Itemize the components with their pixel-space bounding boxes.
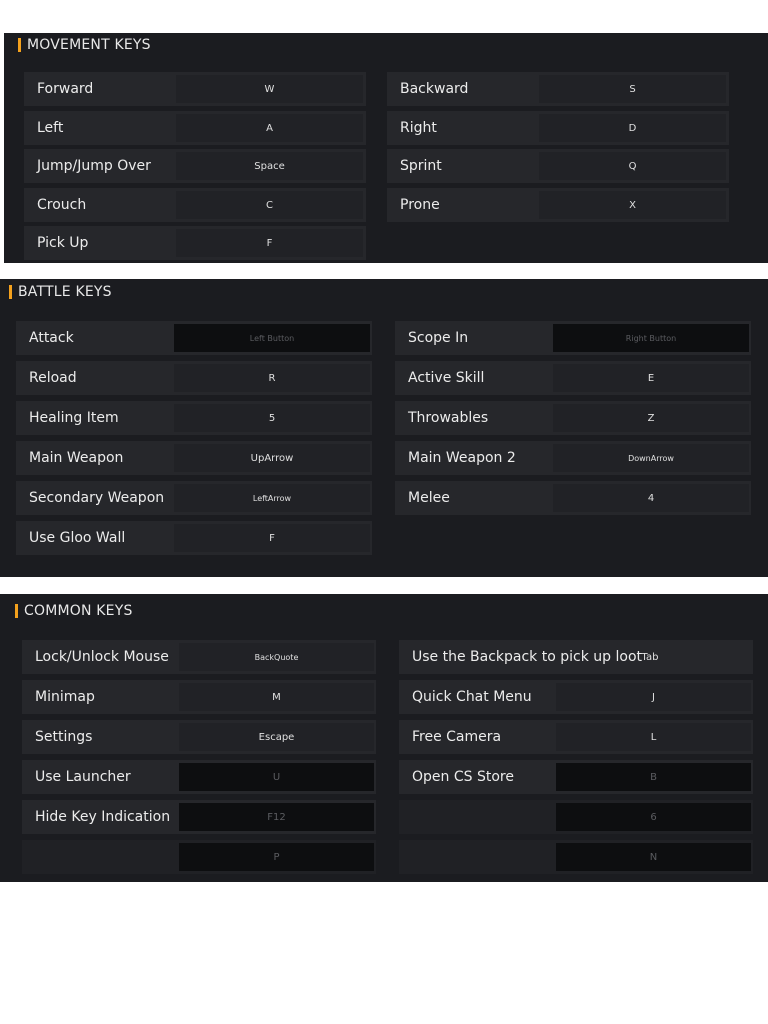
key-action-label: Backward <box>400 81 469 97</box>
key-row-reload[interactable] <box>16 361 372 395</box>
key-row-settings[interactable] <box>22 720 376 754</box>
key-binding-slot[interactable]: X <box>539 191 726 219</box>
key-binding-slot[interactable]: U <box>179 763 374 791</box>
key-row-free-camera[interactable] <box>399 720 753 754</box>
key-action-label: Sprint <box>400 158 442 174</box>
key-action-label: Forward <box>37 81 94 97</box>
key-row-right[interactable] <box>387 111 729 145</box>
key-row-scope-in[interactable] <box>395 321 751 355</box>
key-row-active-skill[interactable] <box>395 361 751 395</box>
key-binding-slot[interactable]: S <box>539 75 726 103</box>
key-binding-slot[interactable]: BackQuote <box>179 643 374 671</box>
key-action-label: Settings <box>35 729 93 745</box>
key-binding-slot[interactable]: B <box>556 763 751 791</box>
section-accent-bar <box>15 604 18 618</box>
key-action-label: Right <box>400 120 437 136</box>
movement-keys-panel <box>4 33 768 263</box>
key-row-sprint[interactable] <box>387 149 729 183</box>
key-binding-slot[interactable]: R <box>174 364 370 392</box>
key-binding-slot[interactable]: 6 <box>556 803 751 831</box>
common-keys-header <box>15 603 133 619</box>
movement-keys-header <box>18 37 151 53</box>
key-binding-slot[interactable]: C <box>176 191 363 219</box>
key-binding-slot[interactable]: W <box>176 75 363 103</box>
key-row-unnamed-n[interactable] <box>399 840 753 874</box>
key-binding-slot[interactable]: Right Button <box>553 324 749 352</box>
key-binding-slot[interactable]: F <box>176 229 363 257</box>
key-row-forward[interactable] <box>24 72 366 106</box>
key-action-label: Use Gloo Wall <box>29 530 126 546</box>
key-row-backward[interactable] <box>387 72 729 106</box>
key-binding-slot[interactable]: M <box>179 683 374 711</box>
key-binding-slot[interactable]: LeftArrow <box>174 484 370 512</box>
key-action-label: Open CS Store <box>412 769 514 785</box>
key-binding-slot[interactable]: D <box>539 114 726 142</box>
key-row-attack[interactable] <box>16 321 372 355</box>
key-row-lock-unlock-mouse[interactable] <box>22 640 376 674</box>
key-row-healing-item[interactable] <box>16 401 372 435</box>
key-action-label: Main Weapon 2 <box>408 450 516 466</box>
key-binding-slot[interactable]: Z <box>553 404 749 432</box>
key-row-quick-chat-menu[interactable] <box>399 680 753 714</box>
key-row-hide-key-indication[interactable] <box>22 800 376 834</box>
section-accent-bar <box>9 285 12 299</box>
key-action-label: Use the Backpack to pick up loot <box>412 649 642 665</box>
key-binding-slot[interactable]: UpArrow <box>174 444 370 472</box>
key-row-pick-up[interactable] <box>24 226 366 260</box>
key-row-open-cs-store[interactable] <box>399 760 753 794</box>
key-row-throwables[interactable] <box>395 401 751 435</box>
key-binding-slot[interactable]: Left Button <box>174 324 370 352</box>
section-title: BATTLE KEYS <box>18 284 112 300</box>
key-action-label: Left <box>37 120 64 136</box>
key-row-use-launcher[interactable] <box>22 760 376 794</box>
key-action-label: Melee <box>408 490 450 506</box>
key-action-label: Active Skill <box>408 370 485 386</box>
key-action-label: Throwables <box>408 410 489 426</box>
key-action-label: Jump/Jump Over <box>37 158 151 174</box>
key-binding-slot[interactable]: 5 <box>174 404 370 432</box>
key-row-prone[interactable] <box>387 188 729 222</box>
key-binding-slot[interactable]: F12 <box>179 803 374 831</box>
key-row-use-backpack[interactable] <box>399 640 753 674</box>
key-action-label: Crouch <box>37 197 87 213</box>
key-binding-slot[interactable]: L <box>556 723 751 751</box>
key-action-label: Minimap <box>35 689 95 705</box>
key-row-minimap[interactable] <box>22 680 376 714</box>
key-row-main-weapon-2[interactable] <box>395 441 751 475</box>
battle-keys-panel <box>0 279 768 577</box>
key-action-label: Scope In <box>408 330 469 346</box>
section-accent-bar <box>18 38 21 52</box>
key-action-label: Hide Key Indication <box>35 809 171 825</box>
key-binding-slot[interactable]: P <box>179 843 374 871</box>
key-binding-slot[interactable]: Space <box>176 152 363 180</box>
key-binding-slot[interactable]: F <box>174 524 370 552</box>
key-binding-slot[interactable]: 4 <box>553 484 749 512</box>
key-row-main-weapon[interactable] <box>16 441 372 475</box>
key-row-crouch[interactable] <box>24 188 366 222</box>
key-binding-slot[interactable]: Tab <box>641 651 659 663</box>
common-keys-panel <box>0 594 768 882</box>
key-action-label: Reload <box>29 370 77 386</box>
key-row-left[interactable] <box>24 111 366 145</box>
key-binding-slot[interactable]: Escape <box>179 723 374 751</box>
battle-keys-header <box>9 284 112 300</box>
key-row-melee[interactable] <box>395 481 751 515</box>
key-row-secondary-weapon[interactable] <box>16 481 372 515</box>
key-binding-slot[interactable]: Q <box>539 152 726 180</box>
key-action-label: Secondary Weapon <box>29 490 165 506</box>
key-action-label: Free Camera <box>412 729 502 745</box>
key-row-unnamed-6[interactable] <box>399 800 753 834</box>
key-action-label <box>399 840 412 874</box>
key-action-label: Pick Up <box>37 235 89 251</box>
key-row-jump[interactable] <box>24 149 366 183</box>
section-title: COMMON KEYS <box>24 603 133 619</box>
section-title: MOVEMENT KEYS <box>27 37 151 53</box>
key-action-label: Lock/Unlock Mouse <box>35 649 169 665</box>
key-action-label: Main Weapon <box>29 450 124 466</box>
key-binding-slot[interactable]: A <box>176 114 363 142</box>
key-binding-slot[interactable]: E <box>553 364 749 392</box>
key-binding-slot[interactable]: DownArrow <box>553 444 749 472</box>
key-action-label: Quick Chat Menu <box>412 689 532 705</box>
key-binding-slot[interactable]: N <box>556 843 751 871</box>
key-action-label: Prone <box>400 197 440 213</box>
key-binding-slot[interactable]: J <box>556 683 751 711</box>
key-action-label: Attack <box>29 330 74 346</box>
key-action-label <box>22 840 35 874</box>
key-action-label <box>399 800 412 834</box>
key-row-unnamed-p[interactable] <box>22 840 376 874</box>
key-row-use-gloo-wall[interactable] <box>16 521 372 555</box>
key-action-label: Use Launcher <box>35 769 131 785</box>
key-action-label: Healing Item <box>29 410 119 426</box>
